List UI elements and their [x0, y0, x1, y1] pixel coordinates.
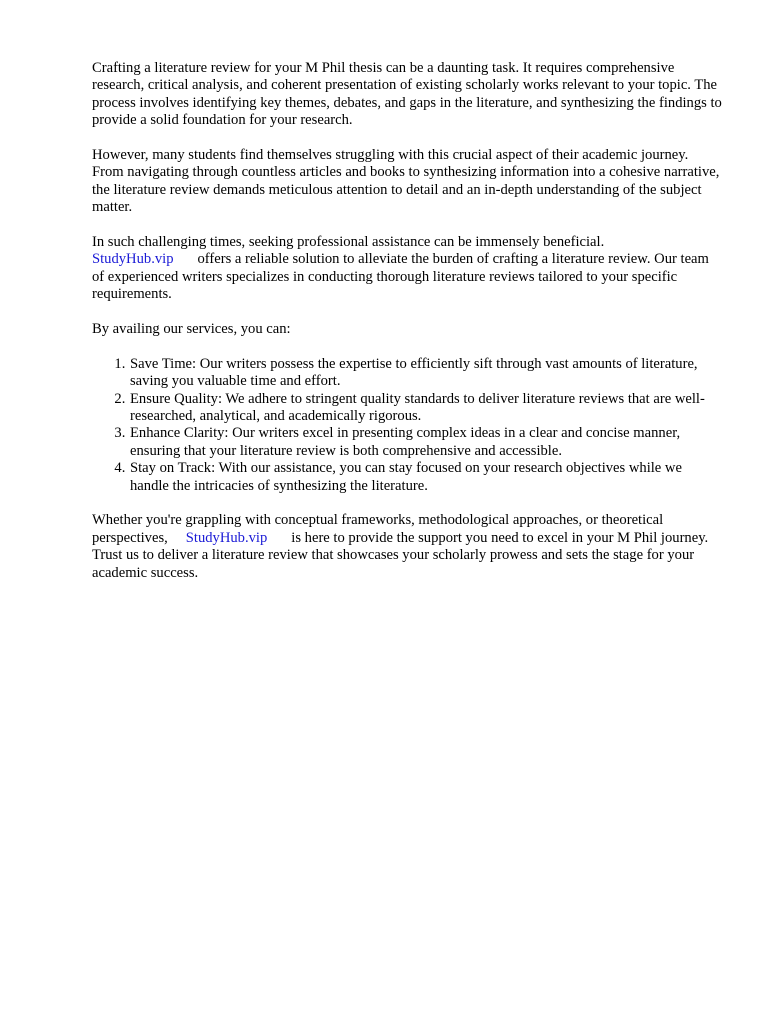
- closing-text-lead: Whether you're grappling with conceptual frameworks, methodological approaches, or theoretical perspectives,: [92, 512, 664, 546]
- services-intro: By availing our services, you can:: [92, 321, 291, 338]
- services-list: [92, 356, 722, 495]
- list-item: 2. Ensure Quality: We adhere to stringent quality standards to deliver literature reviews that are well-researched, analytical, and academically rigorous.: [129, 391, 722, 426]
- list-item: 1. Save Time: Our writers possess the expertise to efficiently sift through vast amounts of literature, saving you valuable time and effort.: [129, 356, 722, 391]
- studyhub-link[interactable]: StudyHub.vip: [92, 251, 174, 268]
- document-page: [92, 60, 722, 600]
- studyhub-link-2[interactable]: StudyHub.vip: [185, 529, 268, 546]
- assistance-text-lead: In such challenging times, seeking professional assistance can be immensely beneficial.: [92, 234, 605, 251]
- assistance-text-tail: offers a reliable solution to alleviate the burden of crafting a literature review. Our team of experienced writers specializes in conducting thorough literature reviews tailored to your specific requirements.: [92, 251, 709, 303]
- closing-text-tail: is here to provide the support you need to excel in your M Phil journey. Trust us to deliver a literature review that showcases your scholarly prowess and sets the stage for your academic success.: [92, 529, 709, 581]
- list-item: 4. Stay on Track: With our assistance, you can stay focused on your research objectives while we handle the intricacies of synthesizing the literature.: [129, 460, 722, 495]
- struggle-paragraph: However, many students find themselves struggling with this crucial aspect of their academic journey. From navigating through countless articles and books to synthesizing information into a cohesive narrative, the literature review demands meticulous attention to detail and an in-depth understanding of the subject matter.: [92, 147, 720, 216]
- assistance-paragraph: [92, 234, 722, 304]
- intro-paragraph: Crafting a literature review for your M Phil thesis can be a daunting task. It requires comprehensive research, critical analysis, and coherent presentation of existing scholarly works relevant to your topic. The process involves identifying key themes, debates, and gaps in the literature, and synthesizing the findings to provide a solid foundation for your research.: [92, 60, 722, 129]
- list-item: 3. Enhance Clarity: Our writers excel in presenting complex ideas in a clear and concise manner, ensuring that your literature review is both comprehensive and accessible.: [129, 425, 722, 460]
- closing-paragraph: [92, 512, 722, 582]
